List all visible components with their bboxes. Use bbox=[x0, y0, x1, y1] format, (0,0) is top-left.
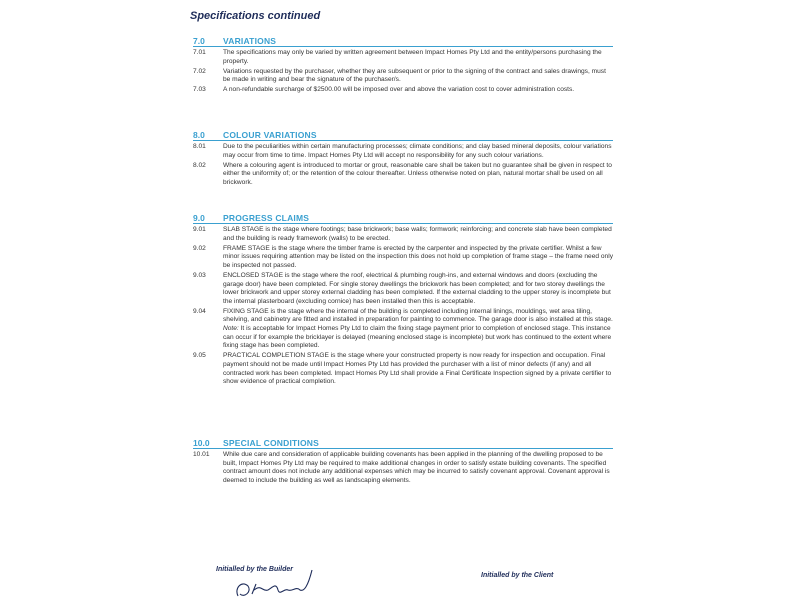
clause-number: 7.01 bbox=[193, 49, 206, 56]
clause-number: 8.01 bbox=[193, 143, 206, 150]
clause-item bbox=[193, 245, 613, 271]
clause-text: SLAB STAGE is the stage where footings; base brickwork; base walls; formwork; reinforcing; and concrete slab have been completed and the building is ready framework (walls) to be erected. bbox=[223, 226, 612, 242]
clause-item bbox=[193, 68, 613, 85]
clause-text: PRACTICAL COMPLETION STAGE is the stage where your constructed property is now ready for inspection and occupation. Final payment should not be made until Impact Homes Pty Ltd has provided the purchaser with a list of minor defects (if any) and all contracted work has been completed. Impact Homes Pty Ltd shall provide a Final Certificate Inspection signed by a private certifier to show evidence of practical completion. bbox=[223, 352, 612, 386]
section-colour-variations bbox=[193, 128, 613, 189]
clause-text: ENCLOSED STAGE is the stage where the roof, electrical & plumbing rough-ins, and external windows and doors (excluding the garage door) have been completed. For single storey dwellings the brickwork has been completed; and for two storey dwellings the lower brickwork and upper storey external cladding has been completed. If the external cladding to the upper storey is incomplete but the internal plasterboard (excluding cornice) has been installed then this is acceptable. bbox=[223, 271, 611, 305]
clause-number: 9.05 bbox=[193, 352, 206, 360]
clause-number: 9.03 bbox=[193, 271, 206, 279]
section-variations bbox=[193, 34, 613, 96]
section-progress-claims bbox=[193, 211, 613, 388]
builder-signature bbox=[232, 566, 322, 600]
builder-initial-label: Initialled by the Builder bbox=[216, 566, 294, 573]
clause-item bbox=[193, 308, 613, 351]
clause-item bbox=[193, 352, 613, 386]
clause-text: Where a colouring agent is introduced to mortar or grout, reasonable care shall be taken but no guarantee shall be given in respect to either the uniformity of; or the retention of the colour thereafter. Unless otherwise noted on plan, natural mortar shall be used on all brickwork. bbox=[223, 161, 612, 186]
clause-item bbox=[193, 162, 613, 188]
clause-item bbox=[193, 451, 613, 485]
section-special-conditions bbox=[193, 436, 613, 487]
section-heading bbox=[193, 128, 613, 141]
section-title: COLOUR VARIATIONS bbox=[223, 130, 317, 140]
clause-text bbox=[223, 308, 613, 351]
clause-item bbox=[193, 49, 613, 66]
section-title: PROGRESS CLAIMS bbox=[223, 213, 310, 223]
section-heading bbox=[193, 211, 613, 224]
clause-text: While due care and consideration of applicable building covenants has been applied in the planning of the dwelling proposed to be built, Impact Homes Pty Ltd may be required to make additional changes in order to satisfy estate building covenants. The specified contract amount does not include any additional expenses which may be incurred to satisfy covenant approval. Covenant approval is deemed to include the building as well as landscaping elements. bbox=[223, 451, 610, 484]
section-title: SPECIAL CONDITIONS bbox=[223, 438, 320, 448]
clause-text: A non-refundable surcharge of $2500.00 will be imposed over and above the variation cost to cover administration costs. bbox=[223, 86, 575, 94]
clause-item bbox=[193, 86, 613, 95]
clause-number: 9.04 bbox=[193, 307, 206, 315]
clause-item bbox=[193, 143, 613, 160]
clause-text: The specifications may only be varied by written agreement between Impact Homes Pty Ltd and the entity/persons purchasing the property. bbox=[223, 49, 602, 65]
clause-number: 9.02 bbox=[193, 244, 206, 252]
clause-item bbox=[193, 226, 613, 243]
clause-number: 10.01 bbox=[193, 451, 210, 458]
section-number: 10.0 bbox=[193, 438, 210, 448]
note-label: Note: bbox=[223, 325, 239, 333]
clause-text: FRAME STAGE is the stage where the timber frame is erected by the carpenter and inspected by the private certifier. Whilst a few minor issues requiring attention may be listed on the inspection this does not hold up completion of frame stage – the frame need only be inspected not passed. bbox=[223, 244, 613, 269]
clause-number: 9.01 bbox=[193, 226, 206, 233]
client-initial-label: Initialled by the Client bbox=[481, 572, 554, 579]
clause-text: Due to the peculiarities within certain manufacturing processes; climate conditions; and clay based mineral deposits, colour variations may occur from time to time. Impact Homes Pty Ltd will accept no responsibility for any such colour variations. bbox=[223, 143, 612, 159]
clause-body: FIXING STAGE is the stage where the internal of the building is completed including internal linings, mouldings, wet area tiling, shelving, and cabinetry are fitted and installed in preparation for painting to commence. The garage door is also installed at this stage. bbox=[223, 307, 613, 324]
section-number: 9.0 bbox=[193, 213, 205, 223]
section-number: 8.0 bbox=[193, 130, 205, 140]
section-number: 7.0 bbox=[193, 36, 205, 46]
section-title: VARIATIONS bbox=[223, 36, 277, 46]
clause-number: 8.02 bbox=[193, 161, 206, 169]
section-heading bbox=[193, 436, 613, 449]
clause-item bbox=[193, 272, 613, 306]
clause-number: 7.02 bbox=[193, 67, 206, 75]
clause-number: 7.03 bbox=[193, 86, 206, 94]
note-text: It is acceptable for Impact Homes Pty Ltd to claim the fixing stage payment prior to completion of enclosed stage. This instance can occur if for example the bricklayer is delayed (meaning enclosed stage is incomplete) but work has continued to the extent where fixing stage has been completed. bbox=[223, 325, 612, 350]
page-title: Specifications continued bbox=[190, 10, 321, 22]
clause-text: Variations requested by the purchaser, whether they are subsequent or prior to the signing of the contract and sales drawings, must be made in writing and bear the signature of the purchaser/s. bbox=[223, 67, 606, 84]
section-heading bbox=[193, 34, 613, 47]
